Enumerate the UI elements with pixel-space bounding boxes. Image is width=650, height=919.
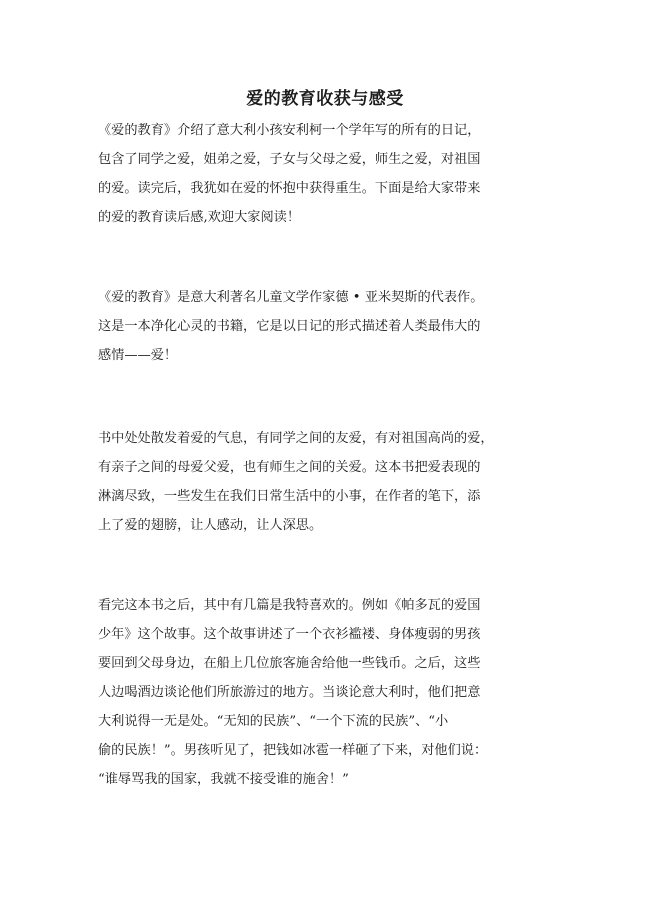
text-line: 这是一本净化心灵的书籍，它是以日记的形式描述着人类最伟大的	[98, 319, 481, 334]
text-line: 《爱的教育》是意大利著名儿童文学作家德 • 亚米契斯的代表作。	[98, 290, 484, 305]
text-line: 上了爱的翅膀，让人感动，让人深思。	[98, 518, 323, 533]
text-line: 的爱。读完后，我犹如在爱的怀抱中获得重生。下面是给大家带来	[98, 181, 481, 196]
document-title: 爱的教育收获与感受	[246, 89, 404, 109]
text-line: 包含了同学之爱，姐弟之爱，子女与父母之爱，师生之爱，对祖国	[98, 152, 481, 167]
paragraph-1	[98, 116, 552, 232]
paragraph-4	[98, 591, 552, 794]
text-line: 人边喝酒边谈论他们所旅游过的地方。当谈论意大利时，他们把意	[98, 685, 481, 700]
text-line: 大利说得一无是处。“无知的民族”、“一个下流的民族”、“小	[98, 714, 449, 729]
text-line: “谁辱骂我的国家，我就不接受谁的施舍！”	[98, 772, 349, 787]
paragraph-2	[98, 283, 552, 370]
text-line: 书中处处散发着爱的气息，有同学之间的友爱，有对祖国高尚的爱，	[98, 431, 494, 446]
text-line: 要回到父母身边，在船上几位旅客施舍给他一些钱币。之后，这些	[98, 656, 481, 671]
paragraph-3	[98, 424, 552, 540]
text-line: 感情——爱！	[98, 348, 178, 363]
text-line: 的爱的教育读后感,欢迎大家阅读！	[98, 210, 301, 225]
text-line: 淋漓尽致，一些发生在我们日常生活中的小事，在作者的笔下，添	[98, 489, 481, 504]
text-line: 偷的民族！”。男孩听见了，把钱如冰雹一样砸了下来，对他们说：	[98, 743, 488, 758]
text-line: 看完这本书之后，其中有几篇是我特喜欢的。例如《帕多瓦的爱国	[98, 598, 481, 613]
text-line: 《爱的教育》介绍了意大利小孩安利柯一个学年写的所有的日记，	[98, 123, 481, 138]
text-line: 有亲子之间的母爱父爱，也有师生之间的关爱。这本书把爱表现的	[98, 460, 481, 475]
text-line: 少年》这个故事。这个故事讲述了一个衣衫褴褛、身体瘦弱的男孩	[98, 627, 481, 642]
